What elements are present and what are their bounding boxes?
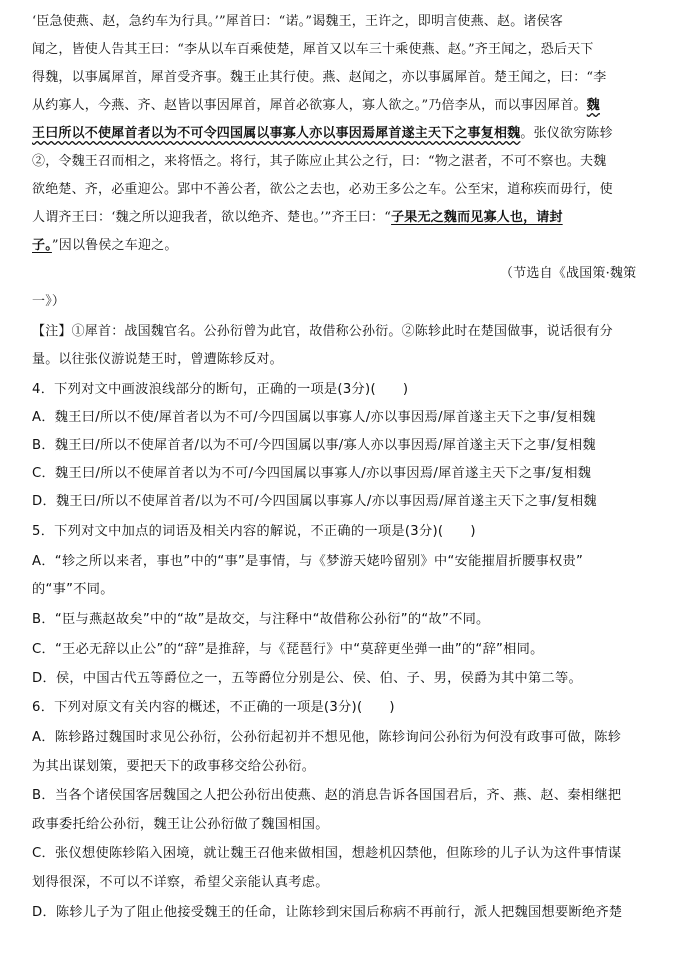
annotation-note: 量。以往张仪游说楚王时，曾遭陈轸反对。 (32, 352, 283, 367)
wavy-underlined-text: 王曰所以不使犀首者以为不可令四国属以事寡人亦以事因焉犀首遂主天下之事复相魏 (32, 126, 521, 141)
annotation-note: 【注】①犀首：战国魏官名。公孙衍曾为此官，故借称公孙衍。②陈轸此时在楚国做事，说话很有分 (32, 324, 613, 339)
passage-line: 闻之，皆使人告其王曰：“李从以车百乘使楚，犀首又以车三十乘使燕、赵。”齐王闻之，恐后天下 (32, 42, 594, 57)
option-d: D．魏王曰/所以不使犀首者/以为不可/今四国属以事寡人/亦以事因焉/犀首遂主天下之事/复相魏 (32, 494, 597, 509)
question-stem: 5．下列对文中加点的词语及相关内容的解说，不正确的一项是(3分)( ) (32, 524, 476, 539)
option-a: A．陈轸路过魏国时求见公孙衍，公孙衍起初并不想见他，陈轸询问公孙衍为何没有政事可做，陈轸 (32, 730, 622, 745)
passage-line: ‘臣急使燕、赵，急约车为行具。’”犀首曰：“诺。”谒魏王，王许之，即明言使燕、赵。诸侯客 (32, 14, 564, 29)
option-b: B．当各个诸侯国客居魏国之人把公孙衍出使燕、赵的消息告诉各国国君后，齐、燕、赵、秦相继把 (32, 788, 622, 803)
source-citation: （节选自《战国策·魏策 (500, 266, 637, 281)
option-c: C．张仪想使陈轸陷入困境，就让魏王召他来做相国，想趁机囚禁他，但陈珍的儿子认为这件事情谋 (32, 846, 622, 861)
option-b-continued: 政事委托给公孙衍，魏王让公孙衍做了魏国相国。 (32, 817, 329, 832)
option-a: A．魏王曰/所以不使/犀首者以为不可/今四国属以事寡人/亦以事因焉/犀首遂主天下之事/复相魏 (32, 410, 596, 425)
option-c: C．“王必无辞以止公”的“辞”是推辞，与《琵琶行》中“莫辞更坐弹一曲”的“辞”相同。 (32, 642, 544, 657)
question-stem: 6．下列对原文有关内容的概述，不正确的一项是(3分)( ) (32, 700, 395, 715)
passage-text: 。张仪欲穷陈轸 (520, 126, 613, 141)
option-b: B．“臣与燕赵故矣”中的“故”是故交，与注释中“故借称公孙衍”的“故”不同。 (32, 612, 490, 627)
passage-line: 得魏，以事属犀首，犀首受齐事。魏王止其行使。燕、赵闻之，亦以事属犀首。楚王闻之，曰：“李 (32, 70, 607, 85)
passage-text: 人谓齐王曰：‘魏之所以迎我者，欲以绝齐、楚也。’”齐王曰：“ (32, 210, 392, 225)
passage-line (32, 206, 563, 225)
option-a-continued: 为其出谋划策，要把天下的政事移交给公孙衍。 (32, 759, 316, 774)
option-b: B．魏王曰/所以不使犀首者/以为不可/今四国属以事/寡人亦以事因焉/犀首遂主天下之事/复相魏 (32, 438, 596, 453)
option-c: C．魏王曰/所以不使犀首者以为不可/今四国属以事寡人/亦以事因焉/犀首遂主天下之事/复相魏 (32, 466, 592, 481)
passage-line: ②，令魏王召而相之，来将悟之。将行，其子陈应止其公之行，曰：“物之湛者，不可不察也。夫魏 (32, 154, 607, 169)
option-a-continued: 的“事”不同。 (32, 582, 114, 597)
option-d: D．侯，中国古代五等爵位之一，五等爵位分别是公、侯、伯、子、男，侯爵为其中第二等。 (32, 671, 582, 686)
passage-line: 欲绝楚、齐，必重迎公。郢中不善公者，欲公之去也，必劝王多公之车。公至宋，道称疾而毋行，使 (32, 182, 613, 197)
option-a: A．“轸之所以来者，事也”中的“事”是事情，与《梦游天姥吟留别》中“安能摧眉折腰事权贵” (32, 554, 584, 569)
passage-line (32, 234, 178, 253)
passage-text: 从约寡人，今燕、齐、赵皆以事因犀首，犀首必欲寡人，寡人欲之。”乃倍李从，而以事因犀首。 (32, 98, 587, 113)
passage-text: ”因以鲁侯之车迎之。 (51, 238, 178, 253)
passage-line (32, 94, 600, 113)
wavy-underlined-text: 魏 (586, 98, 600, 113)
passage-line (32, 122, 613, 141)
underlined-text: 子果无之魏而见寡人也，请封 (391, 210, 563, 225)
question-stem: 4．下列对文中画波浪线部分的断句，正确的一项是(3分)( ) (32, 382, 409, 397)
source-citation: 一》） (32, 294, 66, 309)
option-c-continued: 划得很深，不可以不详察，希望父亲能认真考虑。 (32, 875, 329, 890)
underlined-text: 子。 (32, 238, 52, 253)
option-d: D．陈轸儿子为了阻止他接受魏王的任命，让陈轸到宋国后称病不再前行，派人把魏国想要断绝齐楚 (32, 905, 623, 920)
